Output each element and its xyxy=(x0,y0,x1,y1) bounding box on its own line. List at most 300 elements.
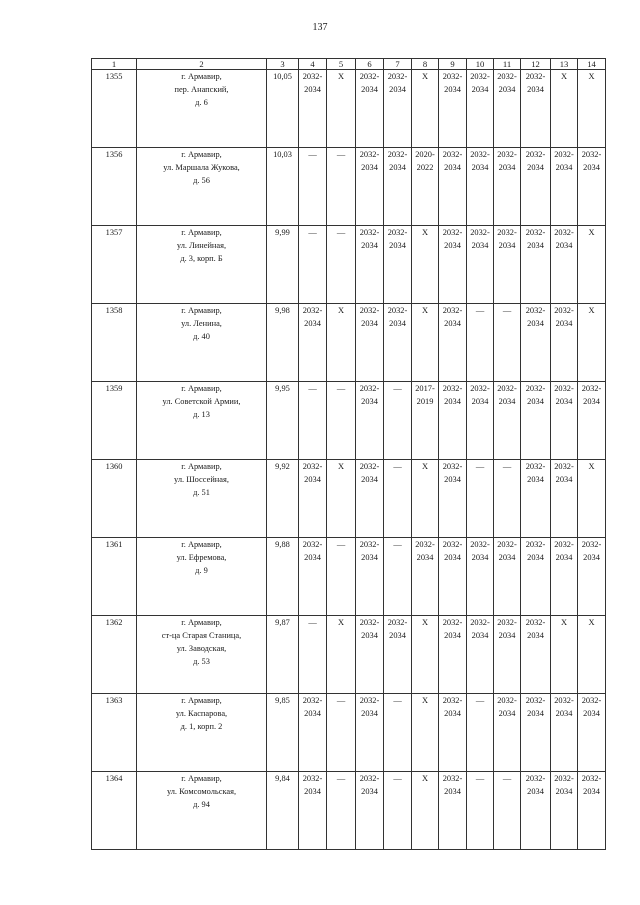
period-cell-13 xyxy=(551,694,578,772)
period-cell-8 xyxy=(412,382,439,460)
cell-line: 2032- xyxy=(359,774,380,783)
period-cell-5 xyxy=(327,694,356,772)
cell-line: — xyxy=(336,228,346,237)
cell-line: г. Армавир, xyxy=(181,306,222,315)
cell-line: 2032- xyxy=(442,306,463,315)
cell-line: 2034 xyxy=(527,163,544,173)
cell-line: X xyxy=(421,228,429,237)
cell-line: ст-ца Старая Станица, xyxy=(161,631,242,641)
period-cell-14 xyxy=(578,694,606,772)
period-cell-9 xyxy=(439,226,467,304)
period-cell-14 xyxy=(578,382,606,460)
period-cell-4 xyxy=(299,148,327,226)
cell-line: X xyxy=(588,72,595,81)
row-number-cell: 1355 xyxy=(92,70,137,148)
cell-line: 2034 xyxy=(498,163,516,173)
period-cell-12 xyxy=(521,694,551,772)
cell-line: 2034 xyxy=(361,397,378,407)
cell-line: 2034 xyxy=(527,397,544,407)
row-number-cell: 1363 xyxy=(92,694,137,772)
cell-line: 2032- xyxy=(359,150,380,159)
column-header-9: 9 xyxy=(439,59,467,70)
period-cell-14 xyxy=(578,616,606,694)
period-cell-14 xyxy=(578,148,606,226)
cell-line: 2032- xyxy=(470,384,490,393)
cell-line: — xyxy=(393,462,402,471)
period-cell-11 xyxy=(494,70,521,148)
cell-line: 2032- xyxy=(525,384,546,393)
cell-line: 2032- xyxy=(525,462,546,471)
cell-line: 2032- xyxy=(359,540,380,549)
period-cell-8 xyxy=(412,694,439,772)
cell-line: 2032- xyxy=(387,306,408,315)
cell-line: 2034 xyxy=(555,553,573,563)
cell-line: 2034 xyxy=(444,85,461,95)
cell-line: 2034 xyxy=(471,397,489,407)
cell-line: 2032- xyxy=(497,696,517,705)
cell-line: 2034 xyxy=(498,631,516,641)
period-cell-9 xyxy=(439,304,467,382)
table-body xyxy=(92,70,606,850)
cell-line: — xyxy=(475,696,485,705)
cell-line: 2034 xyxy=(583,787,600,797)
period-cell-4 xyxy=(299,694,327,772)
cell-line: ул. Шоссейная, xyxy=(174,475,229,485)
cell-line: 2032- xyxy=(470,228,490,237)
column-header-11: 11 xyxy=(494,59,521,70)
cell-line: 2034 xyxy=(471,85,489,95)
period-cell-10 xyxy=(467,460,494,538)
value-cell: 10,03 xyxy=(267,148,299,226)
period-cell-5 xyxy=(327,616,356,694)
period-cell-5 xyxy=(327,226,356,304)
cell-line: 2032- xyxy=(302,774,323,783)
cell-line: 2034 xyxy=(304,553,321,563)
period-cell-8 xyxy=(412,70,439,148)
period-cell-9 xyxy=(439,70,467,148)
cell-line: 2032- xyxy=(442,384,463,393)
cell-line: д. 40 xyxy=(193,332,210,342)
period-cell-6 xyxy=(356,772,384,850)
cell-line: 2032- xyxy=(554,540,574,549)
cell-line: 2034 xyxy=(583,163,600,173)
row-number-cell: 1358 xyxy=(92,304,137,382)
period-cell-10 xyxy=(467,538,494,616)
cell-line: X xyxy=(588,306,595,315)
table-row xyxy=(92,148,606,226)
cell-line: 2032- xyxy=(442,228,463,237)
period-cell-13 xyxy=(551,304,578,382)
cell-line: 2034 xyxy=(389,85,406,95)
address-cell xyxy=(137,304,267,382)
period-cell-13 xyxy=(551,382,578,460)
cell-line: 2034 xyxy=(527,787,544,797)
period-cell-7 xyxy=(384,226,412,304)
table-row xyxy=(92,70,606,148)
cell-line: 2032- xyxy=(442,462,463,471)
period-cell-5 xyxy=(327,70,356,148)
period-cell-12 xyxy=(521,460,551,538)
cell-line: 2032- xyxy=(581,696,602,705)
period-cell-5 xyxy=(327,460,356,538)
cell-line: 2034 xyxy=(498,397,516,407)
cell-line: 2034 xyxy=(304,709,321,719)
column-header-1: 1 xyxy=(92,59,137,70)
cell-line: 2032- xyxy=(470,618,490,627)
period-cell-5 xyxy=(327,304,356,382)
cell-line: 2032- xyxy=(581,774,602,783)
cell-line: 2032- xyxy=(497,384,517,393)
period-cell-13 xyxy=(551,226,578,304)
cell-line: 2034 xyxy=(361,319,378,329)
cell-line: г. Армавир, xyxy=(181,462,222,471)
cell-line: 2034 xyxy=(444,319,461,329)
period-cell-9 xyxy=(439,382,467,460)
column-header-12: 12 xyxy=(521,59,551,70)
cell-line: — xyxy=(336,696,346,705)
row-number-cell: 1356 xyxy=(92,148,137,226)
period-cell-11 xyxy=(494,538,521,616)
cell-line: X xyxy=(421,72,429,81)
cell-line: 2034 xyxy=(389,319,406,329)
cell-line: 2034 xyxy=(361,475,378,485)
cell-line: 2032- xyxy=(554,774,574,783)
column-header-2: 2 xyxy=(137,59,267,70)
period-cell-7 xyxy=(384,538,412,616)
cell-line: 2032- xyxy=(497,228,517,237)
period-cell-7 xyxy=(384,694,412,772)
cell-line: 2032- xyxy=(525,228,546,237)
column-header-3: 3 xyxy=(267,59,299,70)
cell-line: 2032- xyxy=(359,618,380,627)
cell-line: 2032- xyxy=(302,72,323,81)
period-cell-4 xyxy=(299,460,327,538)
column-header-4: 4 xyxy=(299,59,327,70)
cell-line: 2034 xyxy=(555,163,573,173)
cell-line: — xyxy=(308,618,317,627)
period-cell-5 xyxy=(327,382,356,460)
cell-line: 2034 xyxy=(361,787,378,797)
period-cell-6 xyxy=(356,694,384,772)
cell-line: 2032- xyxy=(442,72,463,81)
cell-line: 2032- xyxy=(442,540,463,549)
table-row xyxy=(92,616,606,694)
cell-line: 2032- xyxy=(387,150,408,159)
cell-line: 2034 xyxy=(444,631,461,641)
address-cell xyxy=(137,148,267,226)
period-cell-9 xyxy=(439,694,467,772)
period-cell-8 xyxy=(412,772,439,850)
cell-line: 2032- xyxy=(525,306,546,315)
cell-line: 2017- xyxy=(415,384,435,393)
period-cell-10 xyxy=(467,70,494,148)
period-cell-4 xyxy=(299,226,327,304)
value-cell: 9,84 xyxy=(267,772,299,850)
cell-line: ул. Ленина, xyxy=(181,319,222,329)
cell-line: 2034 xyxy=(527,631,544,641)
cell-line: 2032- xyxy=(525,540,546,549)
cell-line: 2032- xyxy=(359,72,380,81)
table-row xyxy=(92,382,606,460)
page-number: 137 xyxy=(312,22,328,33)
cell-line: д. 94 xyxy=(193,800,210,810)
period-cell-7 xyxy=(384,460,412,538)
period-cell-6 xyxy=(356,148,384,226)
cell-line: 2032- xyxy=(387,618,408,627)
cell-line: 2034 xyxy=(361,709,378,719)
cell-line: 2034 xyxy=(555,787,573,797)
cell-line: 2032- xyxy=(415,540,435,549)
cell-line: — xyxy=(393,774,402,783)
cell-line: 2034 xyxy=(416,553,434,563)
cell-line: — xyxy=(336,540,346,549)
period-cell-10 xyxy=(467,616,494,694)
cell-line: 2032- xyxy=(359,696,380,705)
cell-line: 2032- xyxy=(359,228,380,237)
cell-line: 2032- xyxy=(470,72,490,81)
period-cell-4 xyxy=(299,70,327,148)
cell-line: ул. Заводская, xyxy=(176,644,227,654)
value-cell: 9,92 xyxy=(267,460,299,538)
cell-line: — xyxy=(336,384,346,393)
cell-line: 2034 xyxy=(527,241,544,251)
cell-line: д. 53 xyxy=(193,657,210,667)
cell-line: 2034 xyxy=(304,319,321,329)
period-cell-13 xyxy=(551,616,578,694)
cell-line: X xyxy=(337,618,345,627)
period-cell-4 xyxy=(299,304,327,382)
period-cell-12 xyxy=(521,538,551,616)
cell-line: 2034 xyxy=(583,709,600,719)
cell-line: г. Армавир, xyxy=(181,72,222,81)
cell-line: 2034 xyxy=(389,241,406,251)
period-cell-12 xyxy=(521,70,551,148)
cell-line: 2034 xyxy=(555,241,573,251)
period-cell-11 xyxy=(494,382,521,460)
cell-line: 2032- xyxy=(387,72,408,81)
period-cell-6 xyxy=(356,304,384,382)
cell-line: г. Армавир, xyxy=(181,384,222,393)
cell-line: г. Армавир, xyxy=(181,150,222,159)
cell-line: 2034 xyxy=(304,787,321,797)
cell-line: 2034 xyxy=(555,319,573,329)
cell-line: X xyxy=(421,774,429,783)
period-cell-6 xyxy=(356,226,384,304)
cell-line: X xyxy=(421,306,429,315)
cell-line: г. Армавир, xyxy=(181,774,222,783)
address-cell xyxy=(137,382,267,460)
cell-line: 2034 xyxy=(527,319,544,329)
cell-line: — xyxy=(336,150,346,159)
address-cell xyxy=(137,70,267,148)
period-cell-9 xyxy=(439,460,467,538)
cell-line: 2032- xyxy=(497,150,517,159)
period-cell-11 xyxy=(494,148,521,226)
period-cell-14 xyxy=(578,772,606,850)
period-cell-13 xyxy=(551,460,578,538)
cell-line: 2032- xyxy=(525,696,546,705)
cell-line: 2034 xyxy=(527,85,544,95)
period-cell-10 xyxy=(467,304,494,382)
cell-line: 2034 xyxy=(444,163,461,173)
cell-line: 2032- xyxy=(442,618,463,627)
cell-line: — xyxy=(393,384,402,393)
cell-line: 2032- xyxy=(497,540,517,549)
column-header-14: 14 xyxy=(578,59,606,70)
period-cell-13 xyxy=(551,148,578,226)
cell-line: ул. Комсомольская, xyxy=(166,787,237,797)
cell-line: — xyxy=(475,462,485,471)
cell-line: 2034 xyxy=(583,553,600,563)
cell-line: д. 9 xyxy=(195,566,208,576)
period-cell-6 xyxy=(356,616,384,694)
cell-line: г. Армавир, xyxy=(181,618,222,627)
row-number-cell: 1357 xyxy=(92,226,137,304)
cell-line: 2034 xyxy=(444,709,461,719)
cell-line: 2034 xyxy=(361,631,378,641)
cell-line: 2034 xyxy=(471,241,489,251)
address-cell xyxy=(137,226,267,304)
period-cell-7 xyxy=(384,304,412,382)
period-cell-10 xyxy=(467,148,494,226)
period-cell-14 xyxy=(578,70,606,148)
address-cell xyxy=(137,538,267,616)
period-cell-7 xyxy=(384,772,412,850)
period-cell-10 xyxy=(467,382,494,460)
value-cell: 9,87 xyxy=(267,616,299,694)
period-cell-4 xyxy=(299,382,327,460)
cell-line: 2032- xyxy=(302,462,323,471)
cell-line: 2032- xyxy=(302,540,323,549)
cell-line: 2034 xyxy=(361,553,378,563)
period-cell-11 xyxy=(494,460,521,538)
cell-line: 2032- xyxy=(525,774,546,783)
period-cell-7 xyxy=(384,382,412,460)
period-cell-4 xyxy=(299,538,327,616)
cell-line: 2032- xyxy=(359,306,380,315)
cell-line: 2034 xyxy=(527,553,544,563)
address-cell xyxy=(137,772,267,850)
period-cell-13 xyxy=(551,538,578,616)
period-cell-8 xyxy=(412,460,439,538)
cell-line: д. 51 xyxy=(193,488,210,498)
period-cell-11 xyxy=(494,772,521,850)
period-cell-14 xyxy=(578,538,606,616)
cell-line: 2034 xyxy=(555,475,573,485)
period-cell-11 xyxy=(494,304,521,382)
cell-line: X xyxy=(337,306,345,315)
cell-line: 2034 xyxy=(444,787,461,797)
cell-line: — xyxy=(502,306,512,315)
cell-line: 2034 xyxy=(498,241,516,251)
housing-repair-table xyxy=(91,58,606,850)
period-cell-9 xyxy=(439,616,467,694)
cell-line: 2032- xyxy=(554,228,574,237)
cell-line: 2032- xyxy=(525,72,546,81)
cell-line: г. Армавир, xyxy=(181,228,222,237)
period-cell-7 xyxy=(384,616,412,694)
period-cell-13 xyxy=(551,772,578,850)
cell-line: 2032- xyxy=(442,696,463,705)
cell-line: д. 3, корп. Б xyxy=(180,254,223,264)
period-cell-12 xyxy=(521,226,551,304)
period-cell-10 xyxy=(467,226,494,304)
column-header-10: 10 xyxy=(467,59,494,70)
period-cell-14 xyxy=(578,226,606,304)
cell-line: 2022 xyxy=(416,163,434,173)
cell-line: 2034 xyxy=(583,397,600,407)
period-cell-11 xyxy=(494,694,521,772)
cell-line: 2032- xyxy=(525,618,546,627)
cell-line: 2032- xyxy=(525,150,546,159)
row-number-cell: 1362 xyxy=(92,616,137,694)
cell-line: X xyxy=(588,228,595,237)
period-cell-6 xyxy=(356,382,384,460)
period-cell-9 xyxy=(439,538,467,616)
period-cell-4 xyxy=(299,616,327,694)
cell-line: 2032- xyxy=(581,540,602,549)
cell-line: 2034 xyxy=(444,553,461,563)
period-cell-12 xyxy=(521,616,551,694)
address-cell xyxy=(137,616,267,694)
period-cell-7 xyxy=(384,70,412,148)
cell-line: 2032- xyxy=(442,150,463,159)
period-cell-4 xyxy=(299,772,327,850)
table-row xyxy=(92,304,606,382)
cell-line: 2032- xyxy=(387,228,408,237)
cell-line: — xyxy=(475,774,485,783)
value-cell: 9,95 xyxy=(267,382,299,460)
period-cell-5 xyxy=(327,538,356,616)
period-cell-6 xyxy=(356,538,384,616)
value-cell: 9,99 xyxy=(267,226,299,304)
cell-line: — xyxy=(393,696,402,705)
cell-line: — xyxy=(308,228,317,237)
cell-line: — xyxy=(475,306,485,315)
period-cell-10 xyxy=(467,694,494,772)
cell-line: X xyxy=(588,462,595,471)
period-cell-8 xyxy=(412,148,439,226)
value-cell: 9,85 xyxy=(267,694,299,772)
cell-line: 2034 xyxy=(304,475,321,485)
row-number-cell: 1359 xyxy=(92,382,137,460)
cell-line: X xyxy=(421,462,429,471)
cell-line: 2034 xyxy=(527,709,544,719)
cell-line: 2020- xyxy=(415,150,435,159)
cell-line: 2034 xyxy=(361,85,378,95)
table-row xyxy=(92,772,606,850)
cell-line: 2019 xyxy=(416,397,434,407)
period-cell-5 xyxy=(327,772,356,850)
cell-line: 2032- xyxy=(554,696,574,705)
cell-line: 2034 xyxy=(444,241,461,251)
cell-line: 2034 xyxy=(389,163,406,173)
cell-line: 2032- xyxy=(359,384,380,393)
table-row xyxy=(92,460,606,538)
period-cell-9 xyxy=(439,772,467,850)
cell-line: — xyxy=(308,150,317,159)
cell-line: 2032- xyxy=(442,774,463,783)
value-cell: 9,88 xyxy=(267,538,299,616)
cell-line: X xyxy=(421,618,429,627)
cell-line: — xyxy=(393,540,402,549)
cell-line: 2032- xyxy=(302,306,323,315)
cell-line: ул. Ефремова, xyxy=(176,553,227,563)
cell-line: пер. Анапский, xyxy=(174,85,229,95)
cell-line: 2032- xyxy=(470,540,490,549)
cell-line: 2034 xyxy=(361,241,378,251)
cell-line: 2032- xyxy=(497,72,517,81)
